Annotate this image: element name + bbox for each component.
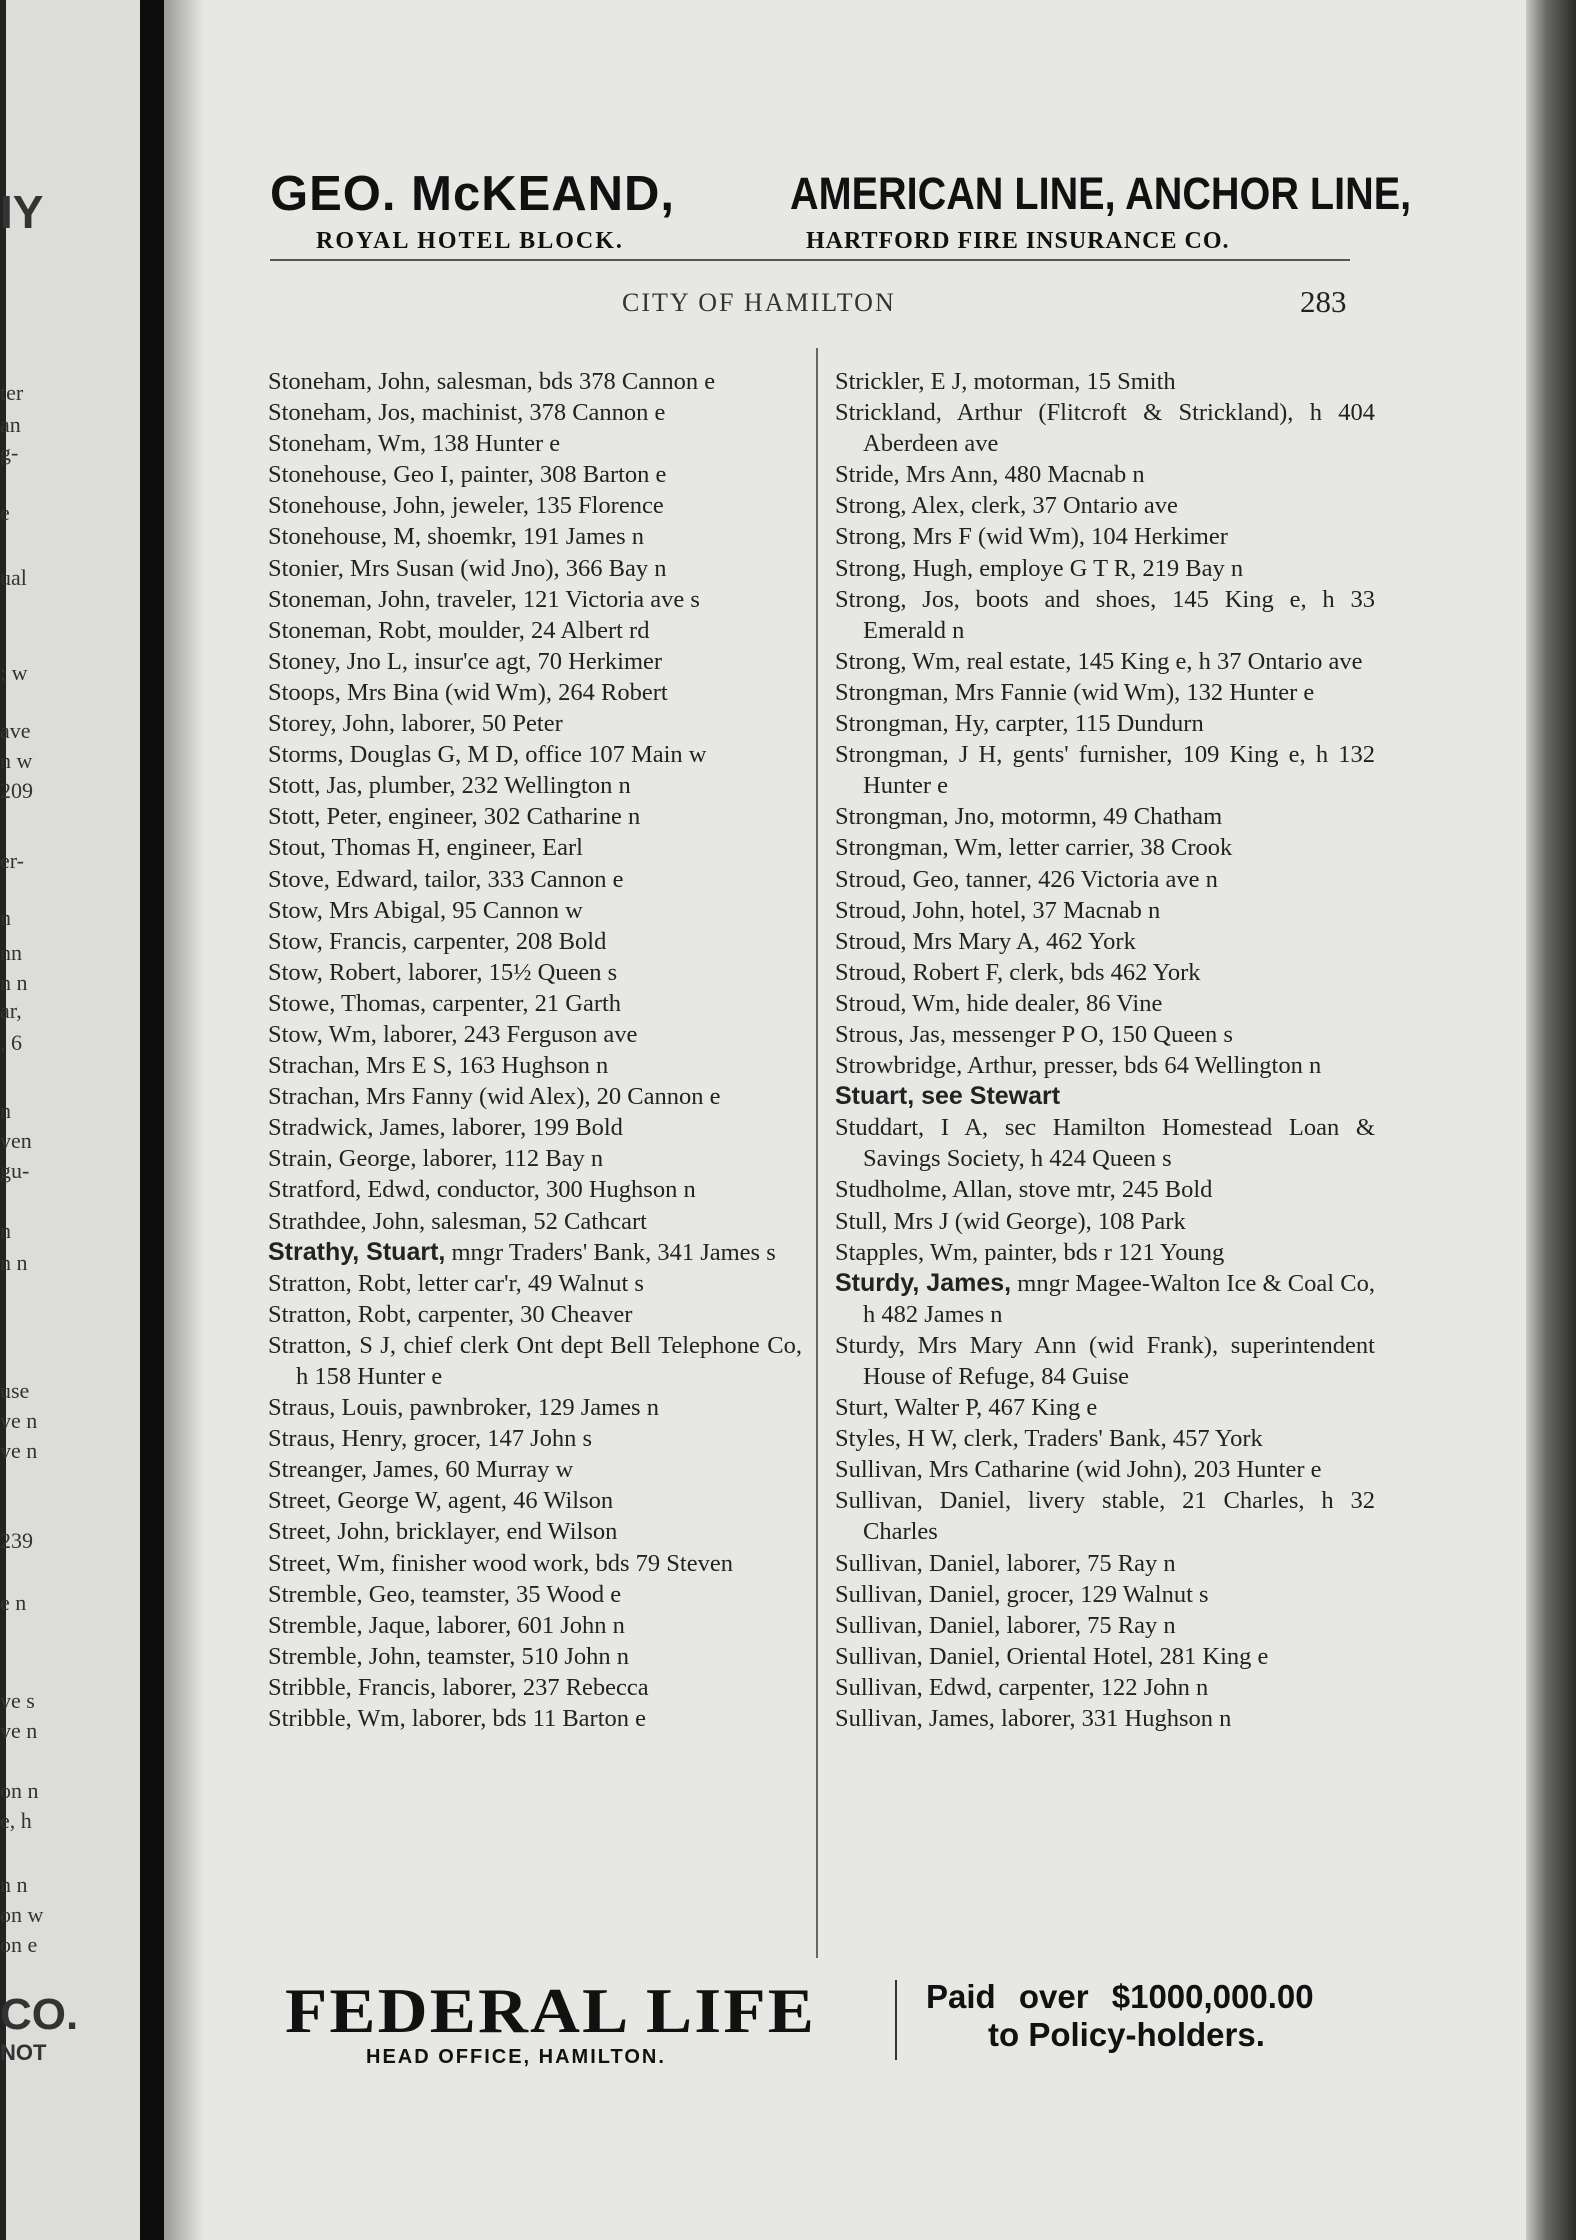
adjacent-page-fragment: ve n <box>0 1438 38 1463</box>
directory-entry: Strickland, Arthur (Flitcroft & Strickland), h 404 Aberdeen ave <box>835 399 1375 458</box>
entry-bold-name: Strathy, Stuart, <box>268 1237 446 1266</box>
directory-entry: Stowe, Thomas, carpenter, 21 Garth <box>268 989 622 1017</box>
directory-entry: Strongman, Wm, letter carrier, 38 Crook <box>835 834 1233 862</box>
footer-advertiser-name: FEDERAL LIFE <box>285 1975 816 2046</box>
directory-entry: Stow, Francis, carpenter, 208 Bold <box>268 927 607 955</box>
directory-entry: Stribble, Wm, laborer, bds 11 Barton e <box>268 1705 647 1733</box>
directory-entry: Stratton, Robt, carpenter, 30 Cheaver <box>268 1300 633 1328</box>
directory-entry: Street, Wm, finisher wood work, bds 79 Steven <box>268 1549 733 1577</box>
adjacent-page-fragment: n n <box>0 1872 28 1897</box>
directory-entry: Stonehouse, John, jeweler, 135 Florence <box>268 492 664 520</box>
adjacent-page-fragment: n <box>0 1218 11 1243</box>
directory-entry: Strong, Wm, real estate, 145 King e, h 37 Ontario ave <box>835 647 1363 675</box>
directory-entry: Stow, Wm, laborer, 243 Ferguson ave <box>268 1020 638 1048</box>
directory-entry: Strong, Alex, clerk, 37 Ontario ave <box>835 492 1178 520</box>
directory-entry: Strongman, J H, gents' furnisher, 109 King e, h 132 Hunter e <box>835 741 1375 800</box>
adjacent-page-fragment: CO. <box>0 1990 79 2039</box>
directory-entry: Stratford, Edwd, conductor, 300 Hughson n <box>268 1176 696 1204</box>
adjacent-page-fragment: n <box>0 1098 11 1123</box>
directory-entry: Stroud, Wm, hide dealer, 86 Vine <box>835 989 1163 1017</box>
header-advertiser-address: ROYAL HOTEL BLOCK. <box>316 228 624 254</box>
adjacent-page-fragment: an <box>0 412 21 437</box>
entry-bold-name: Stuart, see Stewart <box>835 1082 1061 1111</box>
directory-entry: Studholme, Allan, stove mtr, 245 Bold <box>835 1176 1213 1204</box>
directory-entry: Stratton, Robt, letter car'r, 49 Walnut s <box>268 1269 644 1297</box>
directory-entry: Sturdy, Mrs Mary Ann (wid Frank), superintendent House of Refuge, 84 Guise <box>835 1331 1375 1390</box>
gutter-shadow <box>164 0 204 2240</box>
directory-entry: Stribble, Francis, laborer, 237 Rebecca <box>268 1673 649 1701</box>
directory-entry: Strachan, Mrs E S, 163 Hughson n <box>268 1052 609 1080</box>
directory-entry: Stoneham, John, salesman, bds 378 Cannon e <box>268 368 716 395</box>
directory-entry: Streanger, James, 60 Murray w <box>268 1456 574 1484</box>
adjacent-page-fragment: on n <box>0 1778 39 1803</box>
directory-entry: Studdart, I A, sec Hamilton Homestead Loan & Savings Society, h 424 Queen s <box>835 1114 1375 1173</box>
directory-entry: Strongman, Jno, motormn, 49 Chatham <box>835 803 1223 831</box>
header-advertiser-name: GEO. McKEAND, <box>270 167 676 221</box>
directory-entry: Strain, George, laborer, 112 Bay n <box>268 1145 604 1173</box>
footer-claim-line-1: Paid over $1000,000.00 <box>926 1978 1314 2015</box>
directory-entry: Stoneman, Robt, moulder, 24 Albert rd <box>268 616 650 644</box>
adjacent-page-fragment: n <box>0 905 11 930</box>
directory-entry: Sullivan, Mrs Catharine (wid John), 203 Hunter e <box>835 1456 1322 1484</box>
directory-entry: Sullivan, Daniel, grocer, 129 Walnut s <box>835 1580 1209 1608</box>
header-insurance-company: HARTFORD FIRE INSURANCE CO. <box>806 228 1230 254</box>
directory-entry: Stremble, Jaque, laborer, 601 John n <box>268 1611 625 1639</box>
directory-entry: Straus, Henry, grocer, 147 John s <box>268 1425 593 1453</box>
directory-entry: Stow, Robert, laborer, 15½ Queen s <box>268 958 618 986</box>
directory-entry: Stapples, Wm, painter, bds r 121 Young <box>835 1238 1225 1266</box>
footer-advertiser-office: HEAD OFFICE, HAMILTON. <box>366 2046 666 2068</box>
adjacent-page-fragment: on w <box>0 1902 44 1927</box>
book-gutter <box>140 0 164 2240</box>
directory-entry: Stott, Jas, plumber, 232 Wellington n <box>268 772 631 800</box>
directory-entry: Sullivan, Daniel, Oriental Hotel, 281 King e <box>835 1642 1269 1670</box>
directory-entry: Sturt, Walter P, 467 King e <box>835 1394 1098 1422</box>
footer-divider <box>895 1980 897 2060</box>
directory-entry: Stroud, Robert F, clerk, bds 462 York <box>835 958 1201 986</box>
header-rule <box>270 259 1350 261</box>
directory-entry: Sullivan, Daniel, laborer, 75 Ray n <box>835 1611 1176 1639</box>
adjacent-page-fragment: ve n <box>0 1408 38 1433</box>
adjacent-page-fragment: er- <box>0 848 24 873</box>
directory-entry <box>268 1237 802 1268</box>
directory-entry: Stoneham, Jos, machinist, 378 Cannon e <box>268 399 666 427</box>
adjacent-page-fragment: g- <box>0 440 19 465</box>
directory-entry: Sullivan, Daniel, laborer, 75 Ray n <box>835 1549 1176 1577</box>
entry-detail: mngr Traders' Bank, 341 James s <box>445 1238 776 1266</box>
running-head: CITY OF HAMILTON <box>622 288 896 317</box>
directory-entry: Street, John, bricklayer, end Wilson <box>268 1518 618 1546</box>
adjacent-page-fragment: ter <box>0 380 24 405</box>
adjacent-page-fragment: ave <box>0 718 31 743</box>
directory-entry: Stroud, Mrs Mary A, 462 York <box>835 927 1136 955</box>
adjacent-page-fragment: 209 <box>0 778 33 803</box>
directory-entry: Stout, Thomas H, engineer, Earl <box>268 834 583 862</box>
adjacent-page-fragment: 239 <box>0 1528 33 1553</box>
directory-entry: Stoops, Mrs Bina (wid Wm), 264 Robert <box>268 678 668 706</box>
directory-entry: Stoneham, Wm, 138 Hunter e <box>268 430 561 458</box>
page-number: 283 <box>1300 284 1347 319</box>
directory-entry: Stoney, Jno L, insur'ce agt, 70 Herkimer <box>268 647 663 675</box>
directory-entry: Strongman, Mrs Fannie (wid Wm), 132 Hunter e <box>835 678 1315 706</box>
adjacent-page-fragment: on e <box>0 1932 38 1957</box>
adjacent-page-fragment: IY <box>0 186 44 238</box>
adjacent-page-fragment: e n <box>0 1590 27 1615</box>
directory-entry: Stoneman, John, traveler, 121 Victoria ave s <box>268 585 700 613</box>
directory-entry: Strongman, Hy, carpter, 115 Dundurn <box>835 710 1204 738</box>
directory-entry: Stroud, John, hotel, 37 Macnab n <box>835 896 1161 924</box>
scan-right-edge <box>1526 0 1576 2240</box>
directory-entry: Sullivan, Daniel, livery stable, 21 Charles, h 32 Charles <box>835 1487 1375 1546</box>
directory-entry: Sullivan, James, laborer, 331 Hughson n <box>835 1705 1232 1733</box>
directory-entry: Strachan, Mrs Fanny (wid Alex), 20 Cannon e <box>268 1083 721 1111</box>
directory-entry: Stonehouse, M, shoemkr, 191 James n <box>268 523 645 551</box>
directory-entry: Stratton, S J, chief clerk Ont dept Bell Telephone Co, h 158 Hunter e <box>268 1331 802 1390</box>
directory-entry: Storms, Douglas G, M D, office 107 Main w <box>268 741 707 769</box>
directory-entry: Stonehouse, Geo I, painter, 308 Barton e <box>268 461 667 489</box>
header-shipping-lines: AMERICAN LINE, ANCHOR LINE, <box>790 168 1412 219</box>
directory-entry: Strong, Jos, boots and shoes, 145 King e, h 33 Emerald n <box>835 585 1375 644</box>
adjacent-page-fragment: ; w <box>0 660 28 685</box>
directory-entry: Stremble, Geo, teamster, 35 Wood e <box>268 1580 622 1608</box>
adjacent-page-fragment: nn <box>0 940 22 965</box>
adjacent-page-fragment: n w <box>0 748 33 773</box>
directory-entry: Strong, Hugh, employe G T R, 219 Bay n <box>835 554 1244 582</box>
directory-entry <box>835 1081 1375 1112</box>
directory-entry: Stull, Mrs J (wid George), 108 Park <box>835 1207 1186 1235</box>
directory-entry: Strous, Jas, messenger P O, 150 Queen s <box>835 1020 1233 1048</box>
adjacent-page-fragment: n n <box>0 970 28 995</box>
entry-detail: mngr Magee-Walton Ice & Coal Co, h 482 James n <box>863 1269 1375 1328</box>
directory-entry: Stove, Edward, tailor, 333 Cannon e <box>268 865 624 893</box>
adjacent-page-fragment: ve n <box>0 1718 38 1743</box>
directory-entry: Street, George W, agent, 46 Wilson <box>268 1487 614 1515</box>
adjacent-page-fragment: e <box>0 500 10 525</box>
directory-entry: Sullivan, Edwd, carpenter, 122 John n <box>835 1673 1209 1701</box>
directory-entry: Stott, Peter, engineer, 302 Catharine n <box>268 803 641 831</box>
adjacent-page-fragment: n n <box>0 1250 28 1275</box>
directory-column-left <box>268 366 802 1734</box>
footer-claim-line-2: to Policy-holders. <box>988 2016 1265 2053</box>
adjacent-page-fragment: e, h <box>0 1808 32 1833</box>
directory-entry: Stride, Mrs Ann, 480 Macnab n <box>835 461 1145 489</box>
adjacent-page-fragment: ven <box>0 1128 32 1153</box>
directory-entry: Stradwick, James, laborer, 199 Bold <box>268 1114 623 1142</box>
adjacent-page-fragment: ual <box>0 565 27 590</box>
directory-entry <box>835 1268 1375 1330</box>
adjacent-page-fragment: , 6 <box>0 1030 22 1055</box>
adjacent-page-fragment: gu- <box>0 1158 30 1183</box>
directory-entry: Styles, H W, clerk, Traders' Bank, 457 York <box>835 1425 1263 1453</box>
directory-column-right <box>835 366 1375 1734</box>
directory-entry: Stroud, Geo, tanner, 426 Victoria ave n <box>835 865 1218 893</box>
directory-entry: Stow, Mrs Abigal, 95 Cannon w <box>268 896 583 924</box>
directory-entry: Stonier, Mrs Susan (wid Jno), 366 Bay n <box>268 554 667 582</box>
directory-entry: Straus, Louis, pawnbroker, 129 James n <box>268 1394 659 1422</box>
column-divider <box>816 348 818 1958</box>
entry-bold-name: Sturdy, James, <box>835 1268 1012 1297</box>
adjacent-page-fragment: NOT <box>0 2040 47 2065</box>
adjacent-page-fragment: ar, <box>0 998 22 1023</box>
directory-entry: Strickler, E J, motorman, 15 Smith <box>835 368 1176 395</box>
directory-entry: Strathdee, John, salesman, 52 Cathcart <box>268 1207 647 1235</box>
adjacent-page-fragment: use <box>0 1378 30 1403</box>
directory-entry: Strowbridge, Arthur, presser, bds 64 Wellington n <box>835 1052 1322 1080</box>
directory-entry: Storey, John, laborer, 50 Peter <box>268 710 563 738</box>
adjacent-page-fragment: ve s <box>0 1688 35 1713</box>
directory-entry: Strong, Mrs F (wid Wm), 104 Herkimer <box>835 523 1228 551</box>
directory-entry: Stremble, John, teamster, 510 John n <box>268 1642 630 1670</box>
